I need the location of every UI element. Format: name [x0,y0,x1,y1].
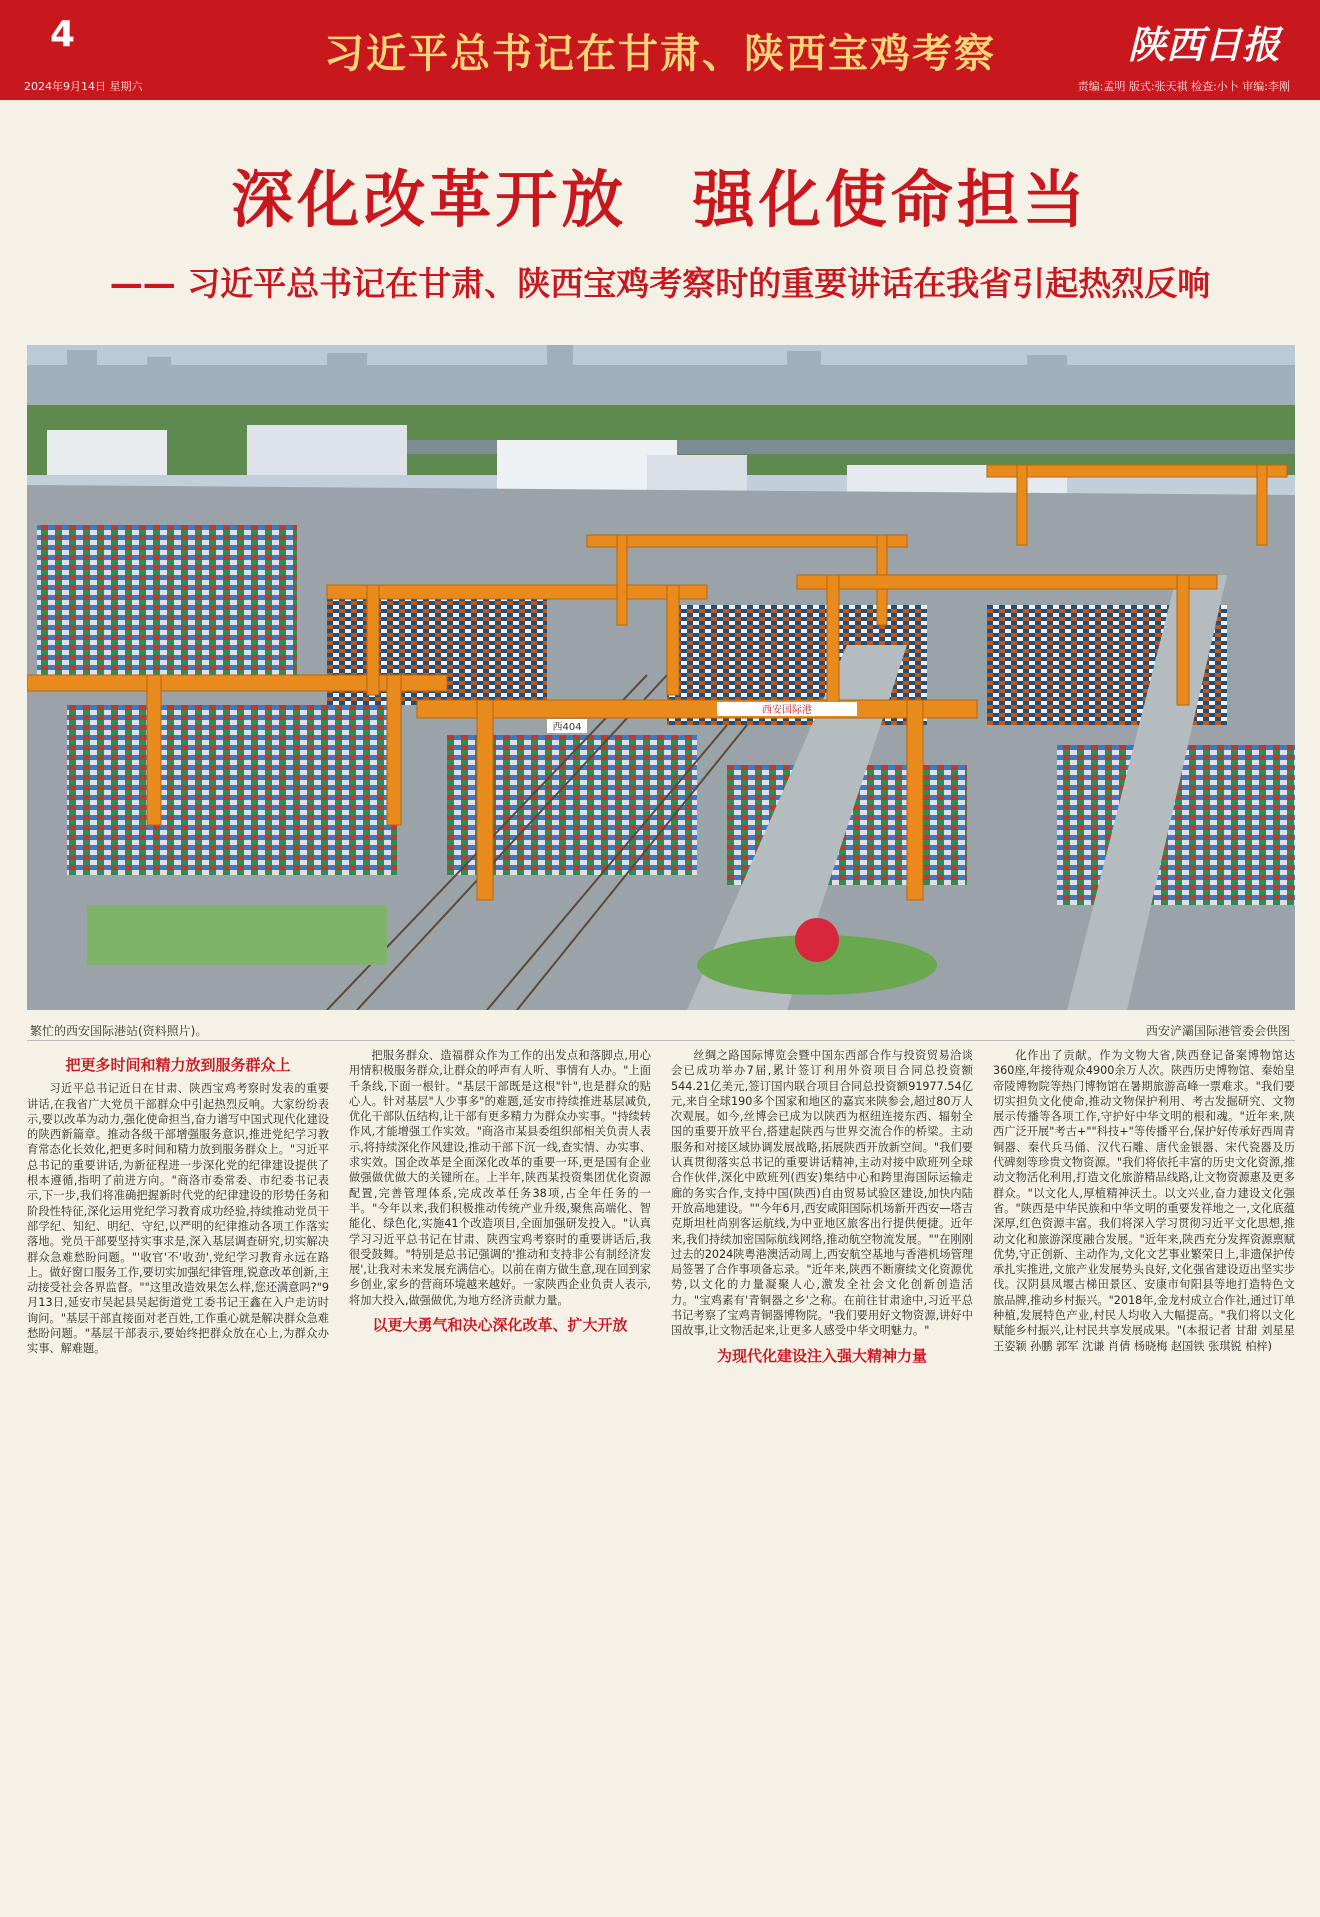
port-photo [27,345,1295,1010]
article-body [27,1048,1295,1903]
newspaper-logo: 陕西日报 [1127,22,1280,67]
column-4-text: 化作出了贡献。作为文物大省,陕西登记备案博物馆达360座,年接待观众4900余万人次。陕西历史博物馆、秦始皇帝陵博物院等热门博物馆在暑期旅游高峰一票难求。"我们要切实担负文化使命,推动文物保护利用、考古发掘研究、文物展示传播等各项工作,守护好中华文明的根和魂。"近年来,陕西广泛开展"考古+""科技+"等传播平台,保护好传承好西周青铜器、秦代兵马俑、汉代石雕、唐代金银器、宋代瓷器及历代碑刻等珍贵文物资源。"我们将依托丰富的历史文化资源,推动文物活化利用,打造文化旅游精品线路,让文物资源惠及更多群众。"以文化人,厚植精神沃土。以文兴业,奋力建设文化强省。"陕西是中华民族和中华文明的重要发祥地之一,文化底蕴深厚,红色资源丰富。我们将深入学习贯彻习近平文化思想,推动文化和旅游深度融合发展。"近年来,陕西充分发挥资源禀赋优势,守正创新、主动作为,文化文艺事业繁荣日上,非遗保护传承扎实推进,文旅产业发展势头良好,文化强省建设迈出坚实步伐。汉阴县凤堰古梯田景区、安康市旬阳县等地打造特色文旅品牌,推动乡村振兴。"2018年,金龙村成立合作社,通过订单种植,发展特色产业,村民人均收入大幅提高。"我们将以文化赋能乡村振兴,让村民共享发展成果。"(本报记者 甘甜 刘星星 王姿颖 孙鹏 郭军 沈谦 肖倩 杨晓梅 赵国铁 张琪锐 柏梓) [993,1049,1295,1353]
photo-credit: 西安浐灞国际港管委会供图 [1145,1024,1290,1038]
page-number: 4 [50,14,76,55]
column-1 [27,1048,329,1903]
editor-credits: 责编:孟明 版式:张天祺 检查:小卜 审编:李刚 [1077,80,1290,93]
divider [27,1040,1295,1041]
section-heading-1: 把更多时间和精力放到服务群众上 [65,1056,291,1074]
section-heading-2: 以更大勇气和决心深化改革、扩大开放 [372,1316,628,1335]
section-header-title: 习近平总书记在甘肃、陕西宝鸡考察 [324,31,996,77]
photo-caption: 繁忙的西安国际港站(资料照片)。 [30,1024,208,1038]
main-headline: 深化改革开放 强化使命担当 [231,163,1089,236]
issue-date: 2024年9月14日 星期六 [24,80,143,93]
header-banner [0,0,1320,100]
crane-label-number: 西404 [552,722,582,733]
column-2-text: 把服务群众、造福群众作为工作的出发点和落脚点,用心用情积极服务群众,让群众的呼声有人听、事情有人办。"上面千条线,下面一根针。"基层干部既是这根"针",也是群众的贴心人。针对基层"人少事多"的难题,延安市持续推进基层减负,优化干部队伍结构,让干部有更多精力为群众办实事。"持续转作风,才能增强工作实效。"商洛市某县委组织部相关负责人表示,将持续深化作风建设,推动干部下沉一线,查实情、办实事、求实效。国企改革是全面深化改革的重要一环,更是国有企业做强做优做大的关键所在。上半年,陕西某投资集团优化资源配置,完善管理体系,完成改革任务38项,占全年任务的一半。"今年以来,我们积极推动传统产业升级,聚焦高端化、智能化、绿色化,实施41个改造项目,全面加强研发投入。"认真学习习近平总书记在甘肃、陕西宝鸡考察时的重要讲话后,我很受鼓舞。"特别是总书记强调的'推动和支持非公有制经济发展',让我对未来发展充满信心。以前在南方做生意,现在回到家乡创业,家乡的营商环境越来越好。一家陕西企业负责人表示,将加大投入,做强做优,为地方经济贡献力量。 [349,1049,651,1307]
section-heading-3: 为现代化建设注入强大精神力量 [716,1346,927,1365]
column-2 [349,1048,651,1903]
column-1-text: 习近平总书记近日在甘肃、陕西宝鸡考察时发表的重要讲话,在我省广大党员干部群众中引起热烈反响。大家纷纷表示,要以改革为动力,强化使命担当,奋力谱写中国式现代化建设的陕西新篇章。推动各级干部增强服务意识,推进党纪学习教育常态化长效化,把更多时间和精力放到服务群众上。"习近平总书记的重要讲话,为新征程进一步深化党的纪律建设提供了根本遵循,指明了前进方向。"商洛市委常委、市纪委书记表示,下一步,我们将准确把握新时代党的纪律建设的形势任务和阶段性特征,深化运用党纪学习教育成功经验,持续推动党员干部学纪、知纪、明纪、守纪,以严明的纪律推动各项工作落实落地。党员干部要坚持实事求是,深入基层调查研究,切实解决群众急难愁盼问题。"'收官'不'收劲',党纪学习教育永远在路上。做好窗口服务工作,要切实加强纪律管理,锐意改革创新,主动接受社会各界监督。""这里改造效果怎么样,您还满意吗?"9月13日,延安市吴起县吴起街道党工委书记王鑫在入户走访时询问。"基层干部直接面对老百姓,工作重心就是解决群众急难愁盼问题。"基层干部表示,要始终把群众放在心上,为群众办实事、解难题。 [27,1082,329,1356]
sub-headline: —— 习近平总书记在甘肃、陕西宝鸡考察时的重要讲话在我省引起热烈反响 [109,264,1211,303]
port-illustration [27,345,1295,1010]
column-3-text: 丝绸之路国际博览会暨中国东西部合作与投资贸易洽谈会已成功举办7届,累计签订利用外资项目合同总投资额544.21亿美元,签订国内联合项目合同总投资额91977.54亿元,来自全球190多个国家和地区的嘉宾来陕参会,超过80万人次观展。如今,丝博会已成为以陕西为枢纽连接东西、辐射全国的重要开放平台,搭建起陕西与世界交流合作的桥梁。主动服务和对接区域协调发展战略,拓展陕西开放新空间。"我们要认真贯彻落实总书记的重要讲话精神,主动对接中欧班列全球合作伙伴,深化中欧班列(西安)集结中心和跨里海国际运输走廊的务实合作,支持中国(陕西)自由贸易试验区建设,加快内陆开放高地建设。""今年6月,西安咸阳国际机场新开西安—塔吉克斯坦杜尚别客运航线,为中亚地区旅客出行提供便捷。近年来,我们持续加密国际航线网络,推动航空物流发展。""在刚刚过去的2024陕粤港澳活动周上,西安航空基地与香港机场管理局签署了合作事项备忘录。"近年来,陕西不断赓续文化资源优势,以文化的力量凝聚人心,激发全社会文化创新创造活力。"宝鸡素有'青铜器之乡'之称。在前往甘肃途中,习近平总书记考察了宝鸡青铜器博物院。"我们要用好文物资源,讲好中国故事,让文物活起来,让更多人感受中华文明魅力。" [671,1049,973,1338]
column-3 [671,1048,973,1903]
crane-label-port: 西安国际港 [762,705,812,716]
column-4 [993,1048,1295,1903]
